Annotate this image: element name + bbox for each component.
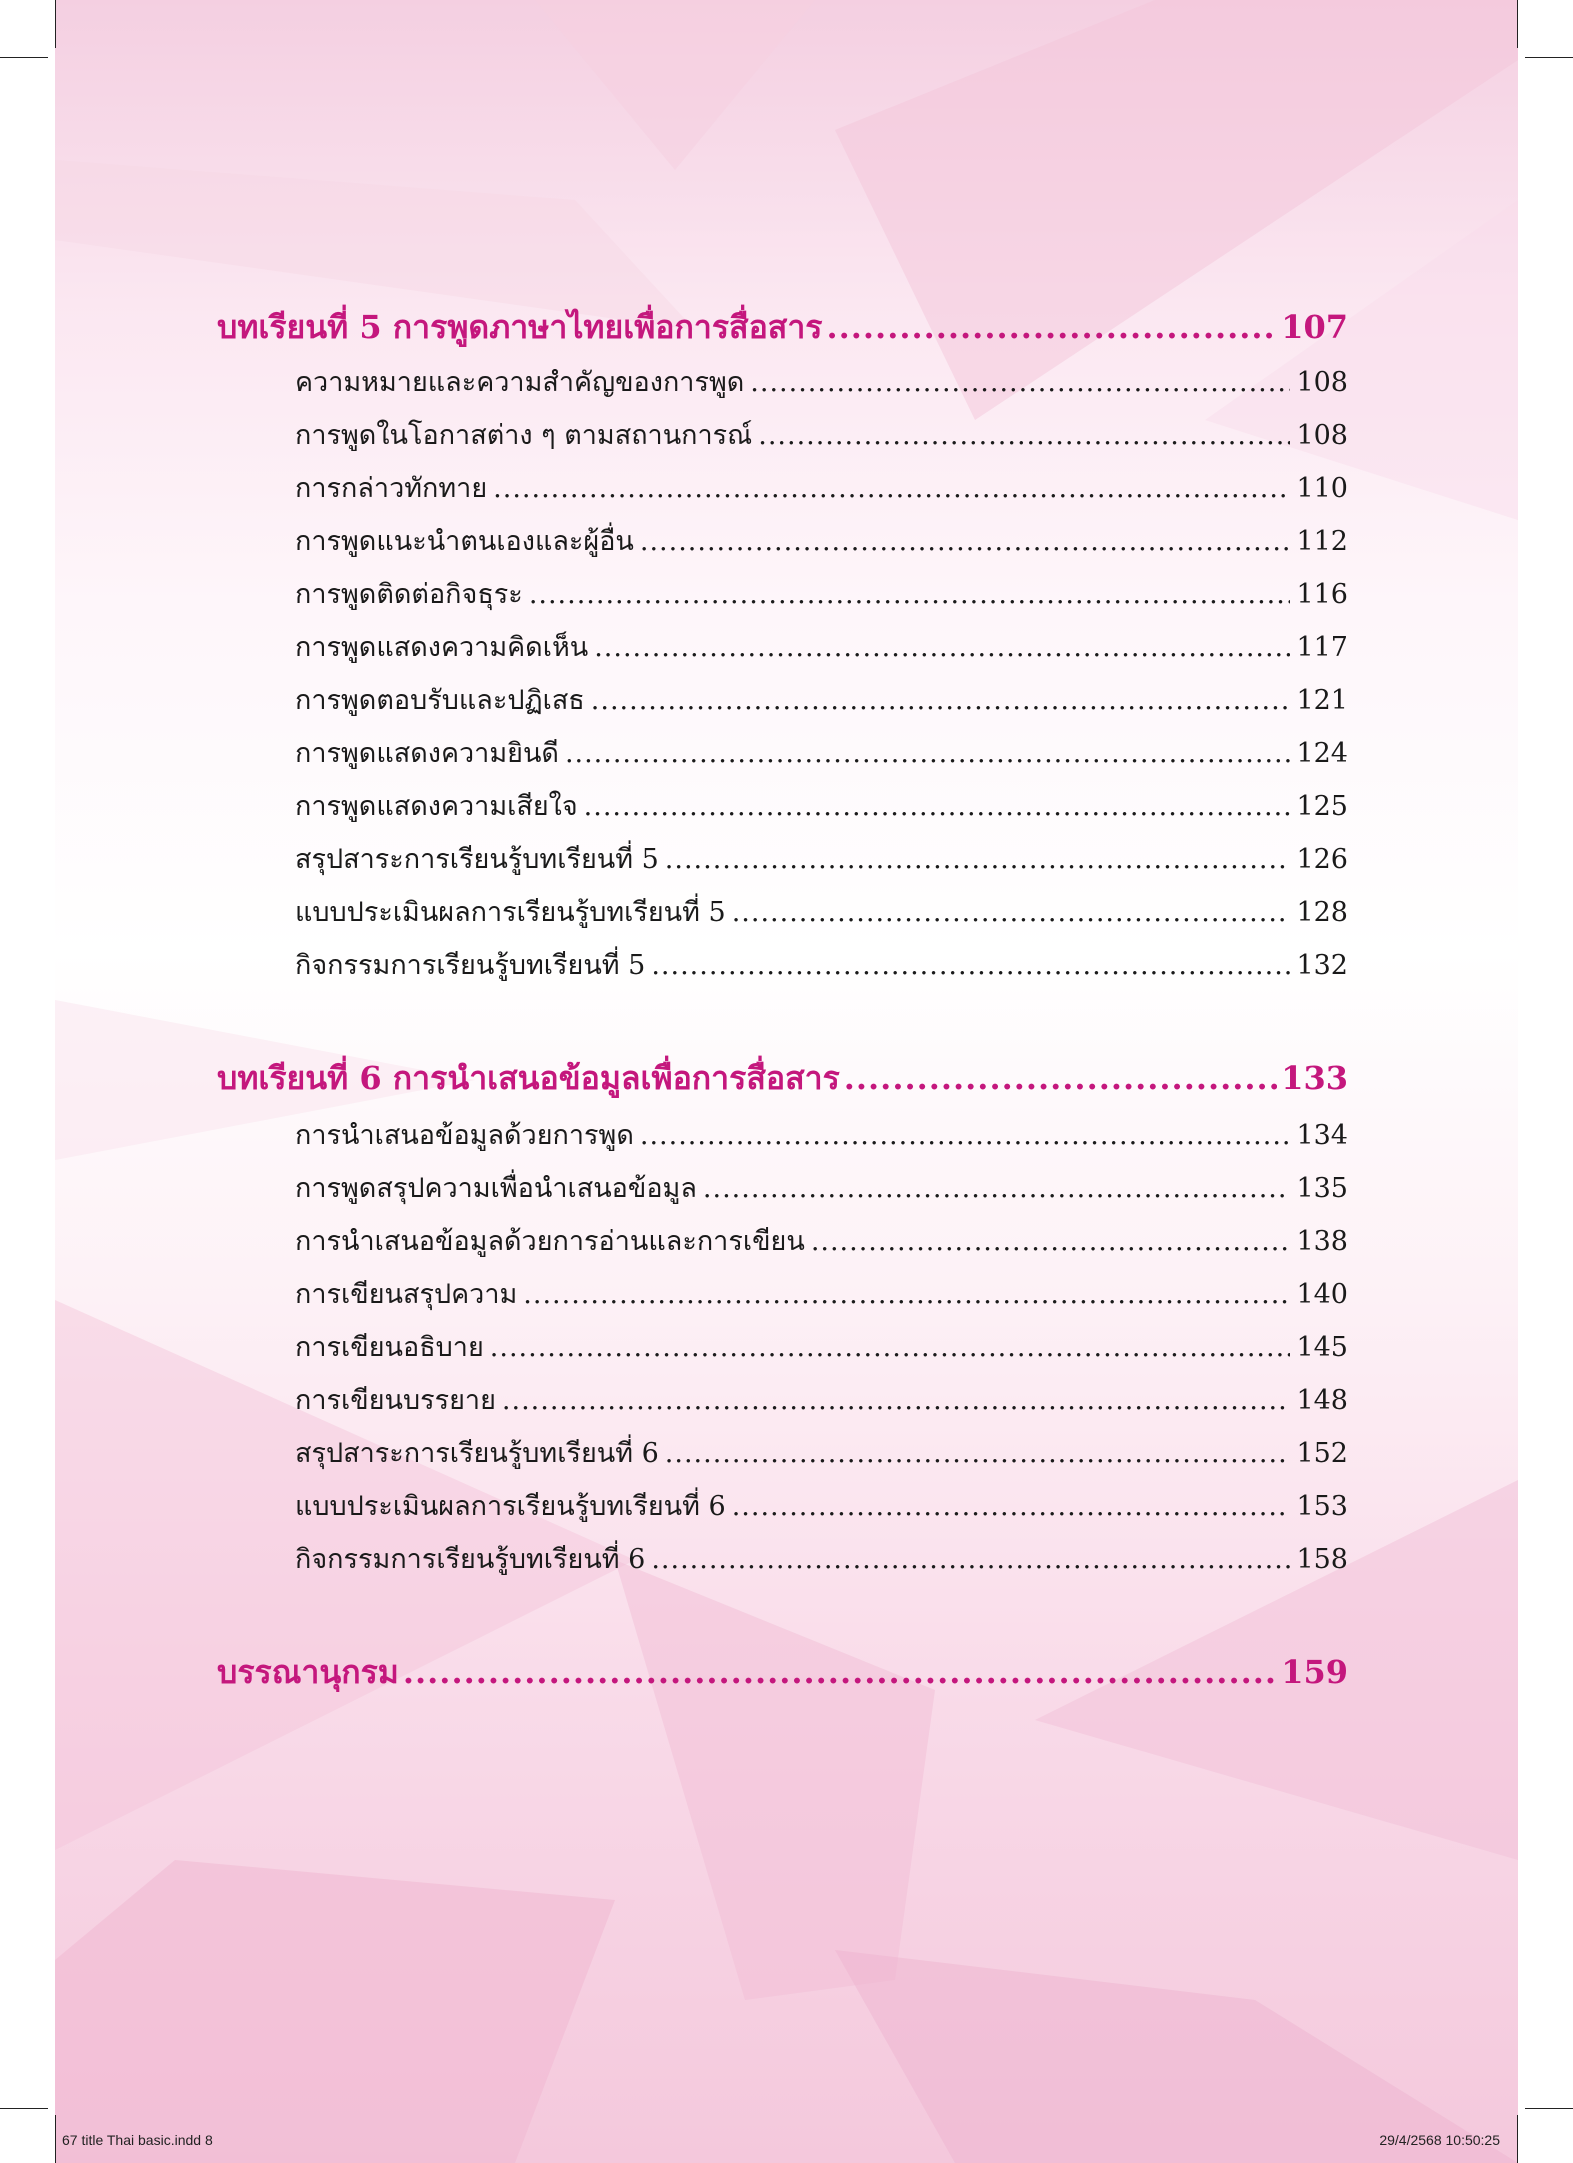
entry-page: 158 [1296, 1544, 1348, 1575]
entry-label: กิจกรรมการเรียนรู้บทเรียนที่ 5 [295, 950, 646, 981]
chapter-title: บทเรียนที่ 6 การนำเสนอข้อมูลเพื่อการสื่อสาร [217, 1059, 840, 1097]
dot-leader [758, 420, 1290, 451]
entry-page: 135 [1296, 1173, 1348, 1204]
entry-page: 152 [1296, 1438, 1348, 1469]
dot-leader [502, 1385, 1291, 1416]
toc-entry[interactable] [295, 519, 1348, 562]
entry-label: การพูดแสดงความคิดเห็น [295, 632, 589, 663]
dot-leader [651, 1544, 1290, 1575]
entry-label: การพูดติดต่อกิจธุระ [295, 579, 523, 610]
entry-page: 138 [1296, 1226, 1348, 1257]
entry-label: การพูดในโอกาสต่าง ๆ ตามสถานการณ์ [295, 420, 753, 451]
entry-page: 145 [1296, 1332, 1348, 1363]
dot-leader [640, 1120, 1291, 1151]
entry-page: 110 [1296, 473, 1348, 504]
entry-page: 117 [1296, 632, 1348, 663]
dot-leader [594, 632, 1290, 663]
chapter-page: 107 [1281, 308, 1348, 346]
entry-page: 125 [1296, 791, 1348, 822]
entry-page: 153 [1296, 1491, 1348, 1522]
toc-entry[interactable] [295, 1113, 1348, 1156]
toc-entry[interactable] [295, 625, 1348, 668]
dot-leader [665, 844, 1291, 875]
entry-page: 128 [1296, 897, 1348, 928]
toc-entry[interactable] [295, 413, 1348, 456]
toc-entry[interactable] [295, 1484, 1348, 1527]
toc-entry[interactable] [295, 1378, 1348, 1421]
entry-label: การเขียนสรุปความ [295, 1279, 518, 1310]
entry-label: สรุปสาระการเรียนรู้บทเรียนที่ 5 [295, 844, 659, 875]
dot-leader [493, 473, 1290, 504]
toc-entry[interactable] [295, 572, 1348, 615]
chapter-6-heading[interactable] [217, 1053, 1348, 1104]
entry-page: 132 [1296, 950, 1348, 981]
entry-label: สรุปสาระการเรียนรู้บทเรียนที่ 6 [295, 1438, 659, 1469]
entry-page: 140 [1296, 1279, 1348, 1310]
entry-page: 148 [1296, 1385, 1348, 1416]
dot-leader [403, 1653, 1277, 1691]
entry-label: การนำเสนอข้อมูลด้วยการพูด [295, 1120, 634, 1151]
toc-entry[interactable] [295, 1272, 1348, 1315]
entry-page: 121 [1296, 685, 1348, 716]
bibliography-title: บรรณานุกรม [217, 1653, 399, 1691]
entry-label: การพูดตอบรับและปฏิเสธ [295, 685, 585, 716]
entry-label: การพูดแสดงความยินดี [295, 738, 559, 769]
slug-filename: 67 title Thai basic.indd 8 [62, 2132, 213, 2148]
dot-leader [584, 791, 1291, 822]
dot-leader [591, 685, 1291, 716]
toc-entry[interactable] [295, 1219, 1348, 1262]
toc-entry[interactable] [295, 1537, 1348, 1580]
entry-label: การพูดแนะนำตนเองและผู้อื่น [295, 526, 634, 557]
chapter-title: บทเรียนที่ 5 การพูดภาษาไทยเพื่อการสื่อสาร [217, 308, 823, 346]
dot-leader [665, 1438, 1291, 1469]
toc-entry[interactable] [295, 678, 1348, 721]
entry-page: 124 [1296, 738, 1348, 769]
entry-label: การพูดสรุปความเพื่อนำเสนอข้อมูล [295, 1173, 697, 1204]
toc-entry[interactable] [295, 837, 1348, 880]
dot-leader [523, 1279, 1290, 1310]
dot-leader [826, 308, 1277, 346]
entry-label: การกล่าวทักทาย [295, 473, 488, 504]
dot-leader [565, 738, 1291, 769]
dot-leader [529, 579, 1291, 610]
entry-label: แบบประเมินผลการเรียนรู้บทเรียนที่ 6 [295, 1491, 726, 1522]
entry-label: แบบประเมินผลการเรียนรู้บทเรียนที่ 5 [295, 897, 726, 928]
entry-page: 126 [1296, 844, 1348, 875]
toc-entry[interactable] [295, 890, 1348, 933]
toc-entry[interactable] [295, 731, 1348, 774]
dot-leader [651, 950, 1290, 981]
toc-entry[interactable] [295, 1431, 1348, 1474]
dot-leader [490, 1332, 1291, 1363]
entry-label: การนำเสนอข้อมูลด้วยการอ่านและการเขียน [295, 1226, 805, 1257]
chapter-page: 133 [1281, 1059, 1348, 1097]
bibliography-heading[interactable] [217, 1647, 1348, 1698]
dot-leader [811, 1226, 1291, 1257]
dot-leader [844, 1059, 1277, 1097]
toc-entry[interactable] [295, 466, 1348, 509]
entry-page: 112 [1296, 526, 1348, 557]
dot-leader [732, 897, 1291, 928]
entry-label: การเขียนบรรยาย [295, 1385, 496, 1416]
toc-entry[interactable] [295, 943, 1348, 986]
dot-leader [732, 1491, 1291, 1522]
entry-label: การพูดแสดงความเสียใจ [295, 791, 578, 822]
entry-page: 108 [1296, 367, 1348, 398]
chapter-5-heading[interactable] [217, 302, 1348, 353]
entry-label: ความหมายและความสำคัญของการพูด [295, 367, 745, 398]
dot-leader [750, 367, 1290, 398]
toc-entry[interactable] [295, 1325, 1348, 1368]
entry-page: 108 [1296, 420, 1348, 451]
toc-entry[interactable] [295, 360, 1348, 403]
toc-entry[interactable] [295, 1166, 1348, 1209]
slug-timestamp: 29/4/2568 10:50:25 [1379, 2132, 1500, 2148]
entry-page: 116 [1296, 579, 1348, 610]
entry-label: การเขียนอธิบาย [295, 1332, 484, 1363]
bibliography-page: 159 [1281, 1653, 1348, 1691]
entry-label: กิจกรรมการเรียนรู้บทเรียนที่ 6 [295, 1544, 646, 1575]
entry-page: 134 [1296, 1120, 1348, 1151]
dot-leader [640, 526, 1291, 557]
toc-entry[interactable] [295, 784, 1348, 827]
dot-leader [703, 1173, 1291, 1204]
